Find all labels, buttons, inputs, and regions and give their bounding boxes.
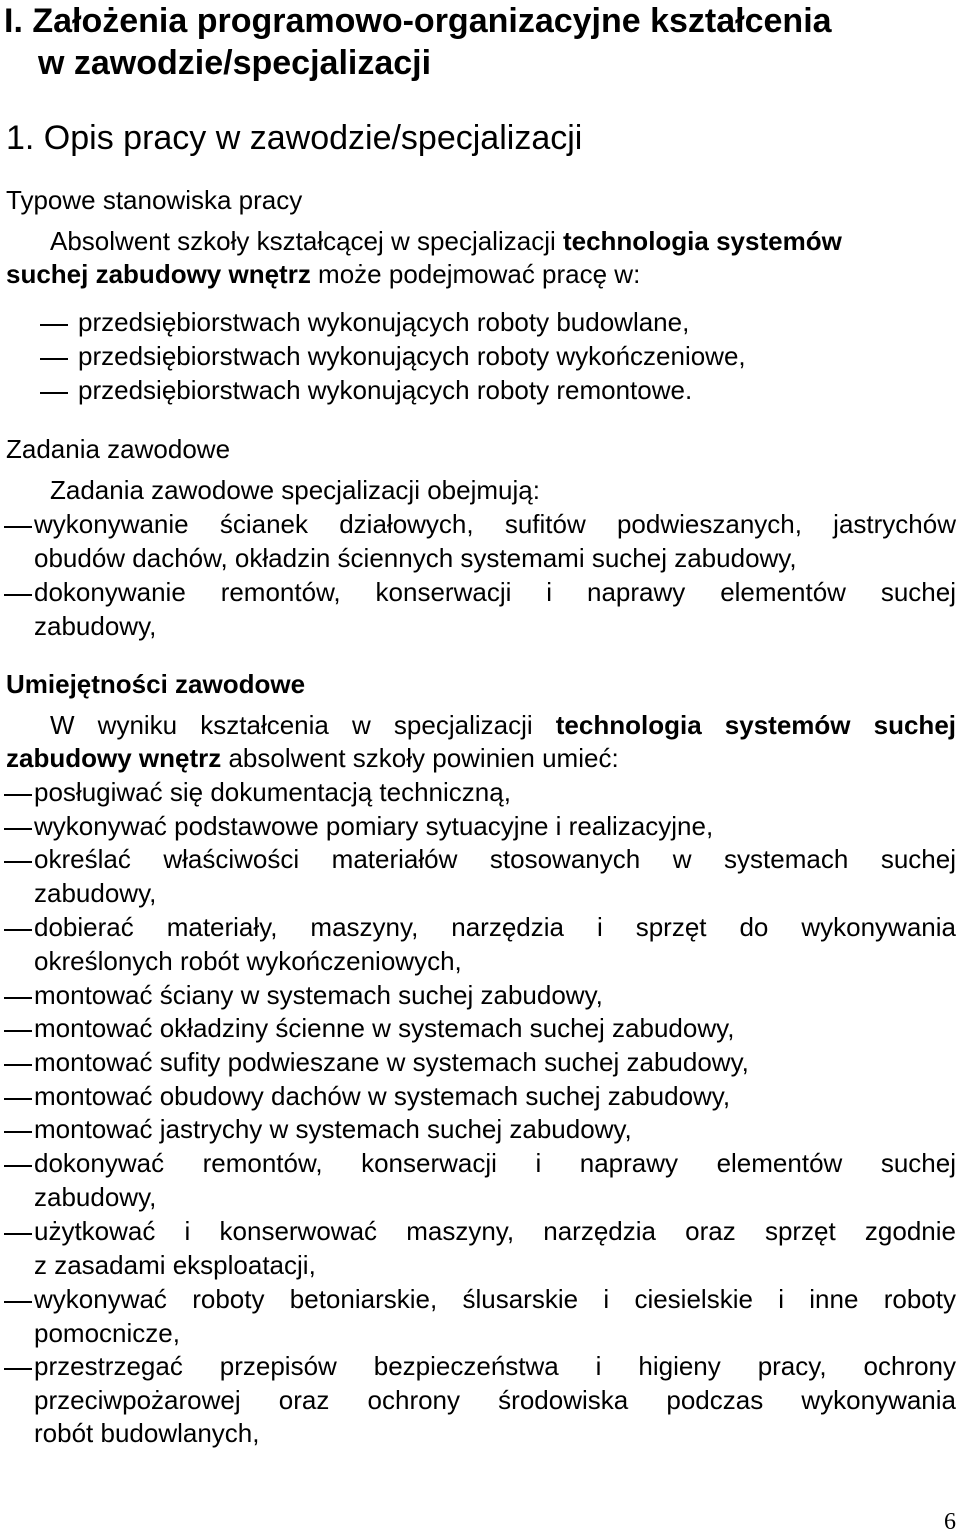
list-item: przedsiębiorstwach wykonujących roboty remontowe. xyxy=(78,375,693,405)
dash-bullet xyxy=(40,358,68,360)
list-item-line: obudów dachów, okładzin ściennych systemami suchej zabudowy, xyxy=(34,542,797,573)
list-item-line: wykonywać podstawowe pomiary sytuacyjne i realizacyjne, xyxy=(34,811,714,841)
skills-intro-line2 xyxy=(6,742,956,775)
subheading-positions: Typowe stanowiska pracy xyxy=(6,185,303,215)
page-number: 6 xyxy=(944,1509,956,1535)
list-item-line: montować obudowy dachów w systemach suchej zabudowy, xyxy=(34,1081,731,1111)
list-item-line: z zasadami eksploatacji, xyxy=(34,1249,316,1280)
list-item-line: zabudowy, xyxy=(34,1181,157,1212)
list-item-line: robót budowlanych, xyxy=(34,1418,260,1449)
dash-bullet xyxy=(4,1301,32,1303)
dash-bullet xyxy=(4,526,32,528)
positions-intro xyxy=(6,225,956,291)
list-item-line: montować ściany w systemach suchej zabudowy, xyxy=(34,980,603,1010)
intro-text: W wyniku kształcenia w specjalizacji xyxy=(50,710,556,740)
list-item-line: określać właściwości materiałów stosowanych w systemach suchej xyxy=(34,844,956,874)
section-heading: 1. Opis pracy w zawodzie/specjalizacji xyxy=(6,119,583,157)
list-item-line: wykonywanie ścianek działowych, sufitów podwieszanych, jastrychów xyxy=(34,509,956,539)
dash-bullet xyxy=(4,929,32,931)
dash-bullet xyxy=(4,594,32,596)
subheading-tasks: Zadania zawodowe xyxy=(6,434,231,464)
main-heading-line1: I. Założenia programowo-organizacyjne kształcenia xyxy=(4,2,832,40)
dash-bullet xyxy=(4,861,32,863)
dash-bullet xyxy=(4,1030,32,1032)
list-item-line: przeciwpożarowej oraz ochrony środowiska podczas wykonywania xyxy=(34,1384,956,1415)
dash-bullet xyxy=(4,828,32,830)
list-item: przedsiębiorstwach wykonujących roboty budowlane, xyxy=(78,307,690,337)
list-item-line: zabudowy, xyxy=(34,610,157,641)
dash-bullet xyxy=(4,1064,32,1066)
list-item-line: przestrzegać przepisów bezpieczeństwa i higieny pracy, ochrony xyxy=(34,1351,956,1381)
dash-bullet xyxy=(4,794,32,796)
intro-bold: zabudowy wnętrz xyxy=(6,743,222,773)
list-item-line: posługiwać się dokumentacją techniczną, xyxy=(34,777,511,807)
list-item-line: określonych robót wykończeniowych, xyxy=(34,945,462,976)
dash-bullet xyxy=(4,1165,32,1167)
list-item-line: dobierać materiały, maszyny, narzędzia i sprzęt do wykonywania xyxy=(34,912,956,942)
list-item-line: dokonywać remontów, konserwacji i naprawy elementów suchej xyxy=(34,1148,956,1178)
list-item-line: dokonywanie remontów, konserwacji i naprawy elementów suchej xyxy=(34,577,956,607)
dash-bullet xyxy=(4,1098,32,1100)
main-heading-line2: w zawodzie/specjalizacji xyxy=(38,44,432,82)
list-item-line: montować jastrychy w systemach suchej zabudowy, xyxy=(34,1114,632,1144)
intro-bold: suchej zabudowy wnętrz xyxy=(6,259,311,289)
tasks-intro: Zadania zawodowe specjalizacji obejmują: xyxy=(50,475,540,505)
dash-bullet xyxy=(40,324,68,326)
intro-text: Absolwent szkoły kształcącej w specjalizacji xyxy=(50,226,563,256)
dash-bullet xyxy=(4,1233,32,1235)
intro-bold: technologia systemów suchej xyxy=(555,710,956,740)
list-item-line: montować okładziny ścienne w systemach suchej zabudowy, xyxy=(34,1013,735,1043)
list-item-line: zabudowy, xyxy=(34,877,157,908)
list-item-line: użytkować i konserwować maszyny, narzędzia oraz sprzęt zgodnie xyxy=(34,1216,956,1246)
subheading-skills: Umiejętności zawodowe xyxy=(6,669,306,699)
dash-bullet xyxy=(4,1131,32,1133)
list-item: przedsiębiorstwach wykonujących roboty wykończeniowe, xyxy=(78,341,746,371)
skills-intro xyxy=(6,709,956,775)
dash-bullet xyxy=(4,1368,32,1370)
list-item-line: montować sufity podwieszane w systemach suchej zabudowy, xyxy=(34,1047,749,1077)
dash-bullet xyxy=(4,997,32,999)
intro-bold: technologia systemów xyxy=(562,226,842,256)
list-item-line: pomocnicze, xyxy=(34,1317,180,1348)
intro-text: może podejmować pracę w: xyxy=(310,259,641,289)
intro-text: absolwent szkoły powinien umieć: xyxy=(221,743,619,773)
list-item-line: wykonywać roboty betoniarskie, ślusarskie i ciesielskie i inne roboty xyxy=(34,1284,956,1314)
dash-bullet xyxy=(40,392,68,394)
main-heading xyxy=(4,0,832,84)
skills-intro-line1 xyxy=(6,709,956,742)
